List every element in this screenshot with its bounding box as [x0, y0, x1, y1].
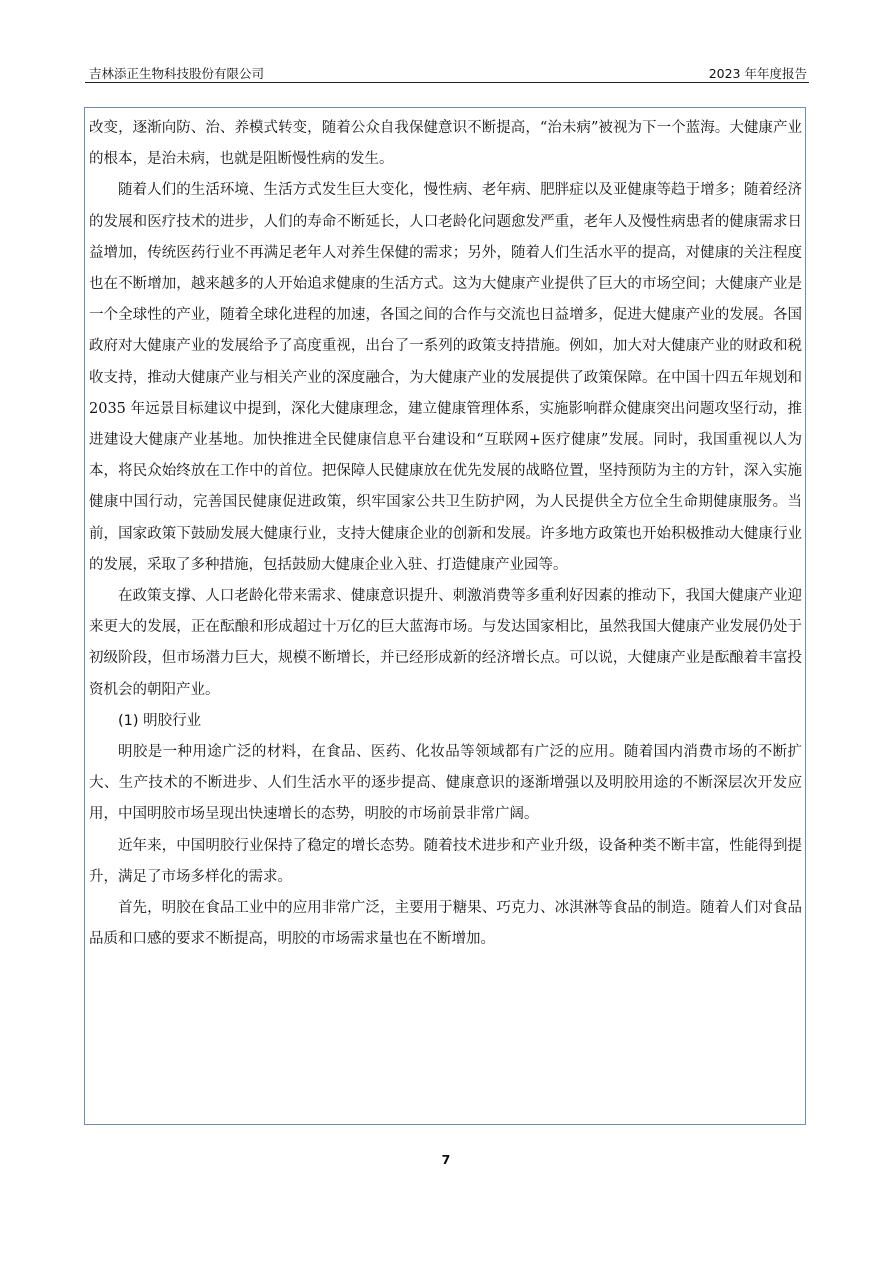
paragraph-gelatin-intro: 明胶是一种用途广泛的材料，在食品、医药、化妆品等领域都有广泛的应用。随着国内消费市场的不断扩大、生产技术的不断进步、人们生活水平的逐步提高、健康意识的逐渐增强以及明胶用途的不断深层次开发应用，中国明胶市场呈现出快速增长的态势，明胶的市场前景非常广阔。 — [89, 744, 802, 823]
paragraph-gelatin-food: 首先，明胶在食品工业中的应用非常广泛，主要用于糖果、巧克力、冰淇淋等食品的制造。随着人们对食品品质和口感的要求不断提高，明胶的市场需求量也在不断增加。 — [89, 900, 802, 948]
paragraph-drivers: 随着人们的生活环境、生活方式发生巨大变化，慢性病、老年病、肥胖症以及亚健康等趋于增多；随着经济的发展和医疗技术的进步，人们的寿命不断延长，人口老龄化问题愈发严重，老年人及慢性病患者的健康需求日益增加，传统医药行业不再满足老年人对养生保健的需求；另外，随着人们生活水平的提高，对健康的关注程度也在不断增加，越来越多的人开始追求健康的生活方式。这为大健康产业提供了巨大的市场空间；大健康产业是一个全球性的产业，随着全球化进程的加速，各国之间的合作与交流也日益增多，促进大健康产业的发展。各国政府对大健康产业的发展给予了高度重视，出台了一系列的政策支持措施。例如，加大对大健康产业的财政和税收支持，推动大健康产业与相关产业的深度融合，为大健康产业的发展提供了政策保障。在中国十四五年规划和 2035 年远景目标建议中提到，深化大健康理念，建立健康管理体系，实施影响群众健康突出问题攻坚行动，推进建设大健康产业基地。加快推进全民健康信息平台建设和“互联网+医疗健康”发展。同时，我国重视以人为本，将民众始终放在工作中的首位。把保障人民健康放在优先发展的战略位置，坚持预防为主的方针，深入实施健康中国行动，完善国民健康促进政策，织牢国家公共卫生防护网，为人民提供全方位全生命期健康服务。当前，国家政策下鼓励发展大健康行业，支持大健康企业的创新和发展。许多地方政策也开始积极推动大健康行业的发展，采取了多种措施，包括鼓励大健康企业入驻、打造健康产业园等。 — [89, 182, 802, 573]
paragraph-gelatin-growth: 近年来，中国明胶行业保持了稳定的增长态势。随着技术进步和产业升级，设备种类不断丰富，性能得到提升，满足了市场多样化的需求。 — [89, 837, 802, 885]
section-heading-gelatin: (1) 明胶行业 — [118, 712, 202, 729]
page-number: 7 — [441, 1152, 451, 1167]
company-name: 吉林添正生物科技股份有限公司 — [89, 66, 265, 81]
paragraph-market-outlook: 在政策支撑、人口老龄化带来需求、健康意识提升、刺激消费等多重利好因素的推动下，我国大健康产业迎来更大的发展，正在酝酿和形成超过十万亿的巨大蓝海市场。与发达国家相比，虽然我国大健康产业发展仍处于初级阶段，但市场潜力巨大，规模不断增长，并已经形成新的经济增长点。可以说，大健康产业是酝酿着丰富投资机会的朝阳产业。 — [89, 588, 802, 698]
page-header — [85, 64, 809, 83]
content-frame — [84, 107, 806, 1125]
report-title: 2023 年年度报告 — [708, 66, 807, 81]
paragraph-continuation: 改变，逐渐向防、治、养模式转变，随着公众自我保健意识不断提高，“治未病”被视为下一个蓝海。大健康产业的根本，是治未病，也就是阻断慢性病的发生。 — [89, 120, 802, 168]
